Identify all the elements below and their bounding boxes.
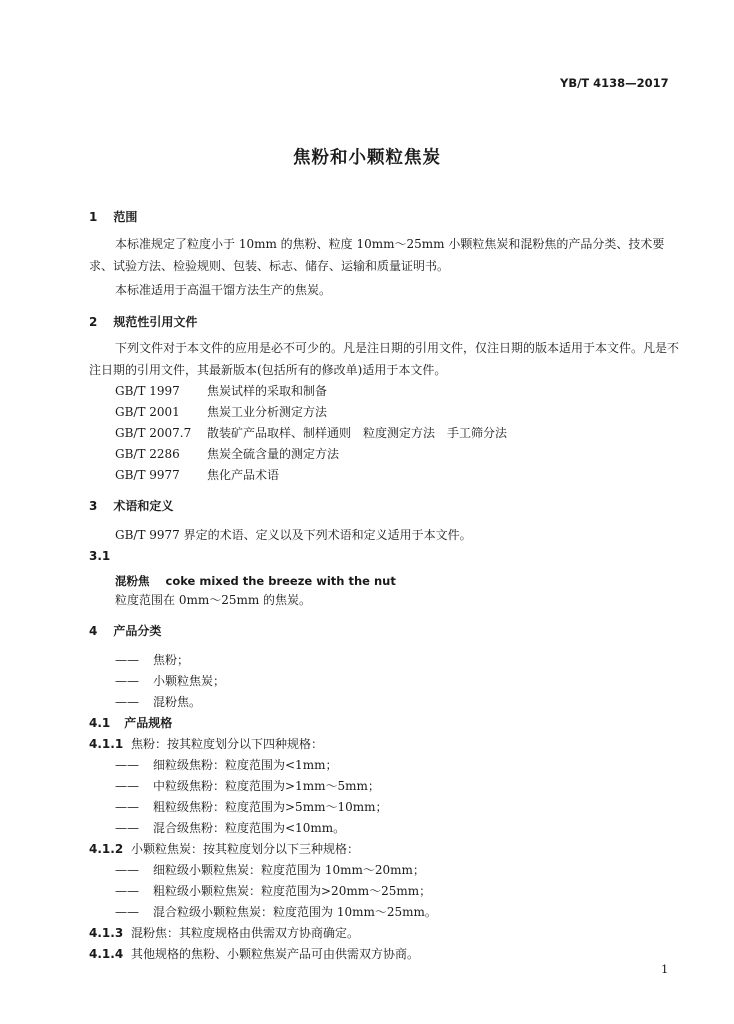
- list-item: —— 混合级焦粉：粒度范围为<10mm。: [115, 821, 346, 835]
- dash-marker: ——: [115, 800, 139, 814]
- page-number: 1: [661, 962, 669, 976]
- clause-4-1-3: [89, 924, 359, 941]
- section-title: 产品分类: [113, 624, 162, 638]
- subsection-title: 产品规格: [124, 716, 173, 730]
- section-title: 术语和定义: [113, 499, 174, 513]
- reference-item: [115, 382, 327, 399]
- list-item: —— 粗粒级焦粉：粒度范围为>5mm～10mm；: [115, 800, 388, 814]
- clause-text: 其他规格的焦粉、小颗粒焦炭产品可由供需双方协商。: [131, 947, 420, 961]
- term-entry: [115, 570, 396, 589]
- reference-title: 焦化产品术语: [207, 468, 280, 482]
- reference-code: GB/T 2001: [115, 405, 180, 419]
- term-definition: 粒度范围在 0mm～25mm 的焦炭。: [115, 593, 312, 607]
- dash-marker: ——: [115, 905, 139, 919]
- section-number: 4: [89, 624, 98, 638]
- clause-number: 4.1.2: [89, 842, 124, 856]
- dash-marker: ——: [115, 653, 139, 667]
- clause-4-1-1: [89, 735, 323, 752]
- dash-marker: ——: [115, 674, 139, 688]
- reference-code: GB/T 9977: [115, 468, 180, 482]
- section-4-heading: [89, 622, 161, 639]
- reference-title: 焦炭工业分析测定方法: [207, 405, 328, 419]
- dash-marker: ——: [115, 884, 139, 898]
- clause-number: 4.1.1: [89, 737, 124, 751]
- section-number: 1: [89, 210, 98, 224]
- section-number: 2: [89, 315, 98, 329]
- section-1-heading: [89, 208, 137, 225]
- clause-number: 4.1.4: [89, 947, 124, 961]
- dash-marker: ——: [115, 779, 139, 793]
- section-title: 范围: [113, 210, 138, 224]
- clause-4-1-4: [89, 945, 419, 962]
- reference-code: GB/T 2007.7: [115, 426, 192, 440]
- term-english: coke mixed the breeze with the nut: [165, 574, 396, 588]
- clause-number: 4.1.3: [89, 926, 124, 940]
- list-item: —— 焦粉；: [115, 653, 190, 667]
- reference-title: 焦炭试样的采取和制备: [207, 384, 328, 398]
- clause-text: 混粉焦：其粒度规格由供需双方协商确定。: [131, 926, 360, 940]
- standard-number: YB/T 4138—2017: [560, 76, 669, 90]
- subsection-4-1-heading: [89, 714, 172, 731]
- reference-item: [115, 424, 507, 441]
- paragraph: GB/T 9977 界定的术语、定义以及下列术语和定义适用于本文件。: [115, 528, 472, 542]
- list-item: —— 混粉焦。: [115, 695, 202, 709]
- reference-title: 散装矿产品取样、制样通则 粒度测定方法 手工筛分法: [207, 426, 508, 440]
- reference-code: GB/T 2286: [115, 447, 180, 461]
- reference-code: GB/T 1997: [115, 384, 180, 398]
- document-title: 焦粉和小颗粒焦炭: [293, 148, 441, 168]
- dash-marker: ——: [115, 863, 139, 877]
- list-item: —— 粗粒级小颗粒焦炭：粒度范围为>20mm～25mm；: [115, 884, 432, 898]
- paragraph: 本标准适用于高温干馏方法生产的焦炭。: [115, 283, 332, 297]
- paragraph: 本标准规定了粒度小于 10mm 的焦粉、粒度 10mm～25mm 小颗粒焦炭和混粉焦的产品分类、技术要求、试验方法、检验规则、包装、标志、储存、运输和质量证明书。: [89, 237, 665, 273]
- term-chinese: 混粉焦: [115, 574, 150, 588]
- subsection-number: 3.1: [89, 549, 111, 563]
- paragraph: 下列文件对于本文件的应用是必不可少的。凡是注日期的引用文件，仅注日期的版本适用于本文件。凡是不注日期的引用文件，其最新版本(包括所有的修改单)适用于本文件。: [89, 341, 680, 377]
- section-2-heading: [89, 313, 197, 330]
- reference-item: [115, 466, 279, 483]
- dash-marker: ——: [115, 758, 139, 772]
- list-item: —— 混合粒级小颗粒焦炭：粒度范围为 10mm～25mm。: [115, 905, 437, 919]
- clause-4-1-2: [89, 840, 359, 857]
- reference-item: [115, 445, 339, 462]
- reference-item: [115, 403, 327, 420]
- list-item: —— 中粒级焦粉：粒度范围为>1mm～5mm；: [115, 779, 380, 793]
- list-item: —— 细粒级小颗粒焦炭：粒度范围为 10mm～20mm；: [115, 863, 425, 877]
- dash-marker: ——: [115, 821, 139, 835]
- section-number: 3: [89, 499, 98, 513]
- clause-text: 小颗粒焦炭：按其粒度划分以下三种规格：: [131, 842, 360, 856]
- dash-marker: ——: [115, 695, 139, 709]
- subsection-number: 4.1: [89, 716, 111, 730]
- list-item: —— 细粒级焦粉：粒度范围为<1mm；: [115, 758, 338, 772]
- clause-text: 焦粉：按其粒度划分以下四种规格：: [131, 737, 324, 751]
- reference-title: 焦炭全硫含量的测定方法: [207, 447, 340, 461]
- list-item: —— 小颗粒焦炭；: [115, 674, 226, 688]
- section-title: 规范性引用文件: [113, 315, 198, 329]
- section-3-heading: [89, 497, 173, 514]
